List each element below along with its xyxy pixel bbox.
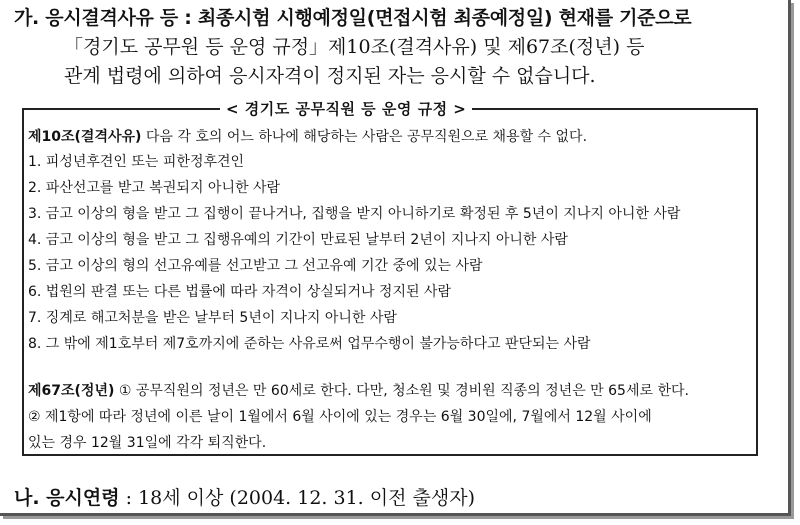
article10-intro-line (28, 126, 587, 148)
article10-item: 3. 금고 이상의 형을 받고 그 집행이 끝나거나, 집행을 받지 아니하기로 확정된 후 5년이 지나지 아니한 사람 (28, 206, 681, 222)
article67-label: 제67조(정년) (28, 383, 115, 399)
article10-item: 2. 파산선고를 받고 복권되지 아니한 사람 (28, 180, 280, 196)
article10-item: 1. 피성년후견인 또는 피한정후견인 (28, 154, 245, 170)
regulation-box (22, 100, 758, 456)
article10-item: 4. 금고 이상의 형을 받고 그 집행유예의 기간이 만료된 날부터 2년이 지나지 아니한 사람 (28, 232, 568, 248)
article10-item: 7. 징계로 해고처분을 받은 날부터 5년이 지나지 아니한 사람 (28, 310, 397, 326)
section-eligibility-line3: 관계 법령에 의하여 응시자격이 정지된 자는 응시할 수 없습니다. (64, 65, 596, 87)
article10-intro: 다음 각 호의 어느 하나에 해당하는 사람은 공무직원으로 채용할 수 없다. (141, 129, 588, 145)
article10-item: 5. 금고 이상의 형의 선고유예를 선고받고 그 선고유예 기간 중에 있는 사람 (28, 258, 483, 274)
article67-line3: 있는 경우 12월 31일에 각각 퇴직한다. (28, 435, 267, 451)
section-age-heading: 나. 응시연령 (14, 487, 120, 509)
section-eligibility-line1-text: : 최종시험 시행예정일(면접시험 최종예정일) 현재를 기준으로 (177, 7, 692, 29)
section-age (14, 484, 784, 512)
section-eligibility-heading: 가. 응시결격사유 등 (14, 7, 178, 29)
section-eligibility (14, 4, 784, 91)
section-eligibility-line1 (14, 4, 784, 33)
article10-item: 8. 그 밖에 제1호부터 제7호까지에 준하는 사유로써 업무수행이 불가능하다고 판단되는 사람 (28, 336, 591, 352)
article67-line1 (28, 380, 689, 402)
article67-text1: ① 공무직원의 정년은 만 60세로 한다. 다만, 청소원 및 경비원 직종의 정년은 만 65세로 한다. (114, 383, 689, 399)
article67-line2: ② 제1항에 따라 정년에 이른 날이 1월에서 6월 사이에 있는 경우는 6월 30일에, 7월에서 12월 사이에 (28, 409, 652, 425)
regulation-box-title: < 경기도 공무직원 등 운영 규정 > (220, 98, 472, 119)
article10-label: 제10조(결격사유) (28, 129, 142, 145)
section-eligibility-line2: 「경기도 공무원 등 운영 규정」제10조(결격사유) 및 제67조(정년) 등 (64, 36, 645, 58)
article10-item: 6. 법원의 판결 또는 다른 법률에 따라 자격이 상실되거나 정지된 사람 (28, 284, 452, 300)
section-age-value: : 18세 이상 (2004. 12. 31. 이전 출생자) (119, 487, 475, 509)
